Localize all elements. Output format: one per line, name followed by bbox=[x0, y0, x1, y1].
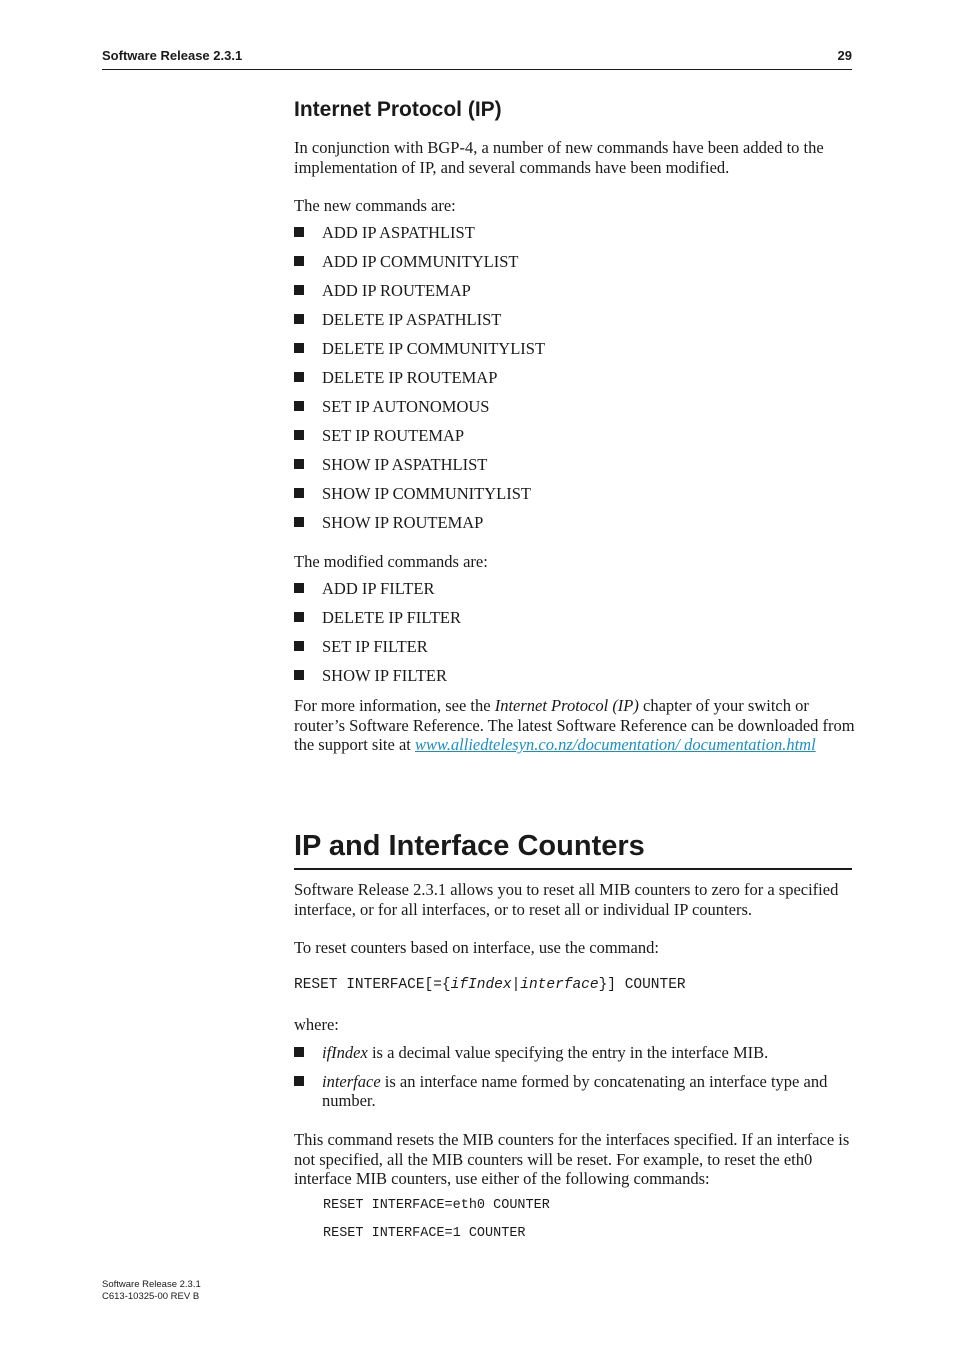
new-commands-label: The new commands are: bbox=[294, 196, 456, 215]
list-item bbox=[294, 579, 854, 608]
list-item bbox=[294, 637, 854, 666]
list-item bbox=[294, 666, 854, 695]
page-number: 29 bbox=[837, 48, 852, 63]
parameter-desc-text: is a decimal value specifying the entry in the interface MIB. bbox=[367, 1043, 769, 1062]
new-commands-list bbox=[294, 223, 854, 542]
command-separator: | bbox=[511, 977, 521, 993]
command-syntax bbox=[294, 977, 686, 993]
more-info-paragraph bbox=[294, 696, 859, 755]
section-heading-counters: IP and Interface Counters bbox=[294, 828, 852, 870]
bullet-icon bbox=[294, 612, 304, 622]
list-item bbox=[294, 397, 854, 426]
command-text: }] COUNTER bbox=[598, 977, 686, 993]
footer-doc-number: C613-10325-00 REV B bbox=[102, 1291, 200, 1302]
command-name: SHOW IP COMMUNITYLIST bbox=[322, 484, 532, 503]
more-info-text: For more information, see the bbox=[294, 696, 495, 715]
where-label: where: bbox=[294, 1015, 339, 1034]
list-item bbox=[294, 223, 854, 252]
command-name: DELETE IP FILTER bbox=[322, 608, 462, 627]
command-param: ifIndex bbox=[450, 977, 512, 993]
reset-label: To reset counters based on interface, use the command: bbox=[294, 938, 659, 957]
ip-intro-paragraph: In conjunction with BGP-4, a number of new commands have been added to the implementation of IP, and several commands have been modified. bbox=[294, 138, 824, 177]
list-item bbox=[294, 1072, 854, 1111]
parameter-list bbox=[294, 1043, 854, 1111]
parameter-description bbox=[322, 1043, 854, 1063]
command-name: SHOW IP FILTER bbox=[322, 666, 447, 685]
parameter-term: interface bbox=[322, 1071, 381, 1091]
list-item bbox=[294, 252, 854, 281]
modified-commands-list bbox=[294, 579, 854, 695]
bullet-icon bbox=[294, 256, 304, 266]
bullet-icon bbox=[294, 314, 304, 324]
list-item bbox=[294, 513, 854, 542]
list-item bbox=[294, 281, 854, 310]
modified-commands-label: The modified commands are: bbox=[294, 552, 488, 571]
footer-release: Software Release 2.3.1 bbox=[102, 1279, 201, 1290]
bullet-icon bbox=[294, 227, 304, 237]
bullet-icon bbox=[294, 583, 304, 593]
command-name: ADD IP FILTER bbox=[322, 579, 435, 598]
bullet-icon bbox=[294, 517, 304, 527]
bullet-icon bbox=[294, 401, 304, 411]
list-item bbox=[294, 339, 854, 368]
parameter-desc-text: is an interface name formed by concatenating an interface type and number. bbox=[322, 1071, 828, 1110]
command-name: SET IP AUTONOMOUS bbox=[322, 397, 490, 416]
parameter-description bbox=[322, 1072, 854, 1111]
resets-paragraph: This command resets the MIB counters for the interfaces specified. If an interface is not specified, all the MIB counters will be reset. For example, to reset the eth0 interface MIB counters, use either of the following commands: bbox=[294, 1130, 850, 1188]
command-name: SET IP ROUTEMAP bbox=[322, 426, 465, 445]
example-command: RESET INTERFACE=eth0 COUNTER bbox=[323, 1198, 550, 1213]
command-name: SHOW IP ROUTEMAP bbox=[322, 513, 484, 532]
bullet-icon bbox=[294, 343, 304, 353]
more-info-text-cont: chapter of your switch or router’s Software Reference. The latest Software Reference can be downloaded from the support site at bbox=[294, 696, 855, 754]
example-command: RESET INTERFACE=1 COUNTER bbox=[323, 1226, 526, 1241]
page-header bbox=[102, 48, 852, 70]
page-footer bbox=[102, 1279, 201, 1303]
bullet-icon bbox=[294, 372, 304, 382]
counters-intro-paragraph: Software Release 2.3.1 allows you to reset all MIB counters to zero for a specified interface, or for all interfaces, or to reset all or individual IP counters. bbox=[294, 880, 839, 919]
bullet-icon bbox=[294, 430, 304, 440]
bullet-icon bbox=[294, 285, 304, 295]
bullet-icon bbox=[294, 1047, 304, 1057]
command-name: SET IP FILTER bbox=[322, 637, 428, 656]
bullet-icon bbox=[294, 459, 304, 469]
list-item bbox=[294, 484, 854, 513]
list-item bbox=[294, 455, 854, 484]
command-name: SHOW IP ASPATHLIST bbox=[322, 455, 488, 474]
section-heading-ip: Internet Protocol (IP) bbox=[294, 98, 502, 121]
parameter-term: ifIndex bbox=[322, 1043, 368, 1062]
list-item bbox=[294, 426, 854, 455]
command-name: ADD IP COMMUNITYLIST bbox=[322, 252, 519, 271]
command-name: ADD IP ROUTEMAP bbox=[322, 281, 471, 300]
chapter-title: Internet Protocol (IP) bbox=[494, 696, 639, 715]
command-text: RESET INTERFACE[={ bbox=[294, 977, 451, 993]
command-name: DELETE IP COMMUNITYLIST bbox=[322, 339, 546, 358]
bullet-icon bbox=[294, 488, 304, 498]
list-item bbox=[294, 310, 854, 339]
bullet-icon bbox=[294, 670, 304, 680]
documentation-link[interactable]: www.alliedtelesyn.co.nz/documentation/ documentation.html bbox=[414, 735, 816, 754]
bullet-icon bbox=[294, 1076, 304, 1086]
list-item bbox=[294, 608, 854, 637]
list-item bbox=[294, 1043, 854, 1063]
command-name: DELETE IP ASPATHLIST bbox=[322, 310, 502, 329]
bullet-icon bbox=[294, 641, 304, 651]
list-item bbox=[294, 368, 854, 397]
command-name: DELETE IP ROUTEMAP bbox=[322, 368, 498, 387]
command-param: interface bbox=[520, 977, 599, 993]
command-name: ADD IP ASPATHLIST bbox=[322, 223, 475, 242]
header-title: Software Release 2.3.1 bbox=[102, 48, 243, 63]
